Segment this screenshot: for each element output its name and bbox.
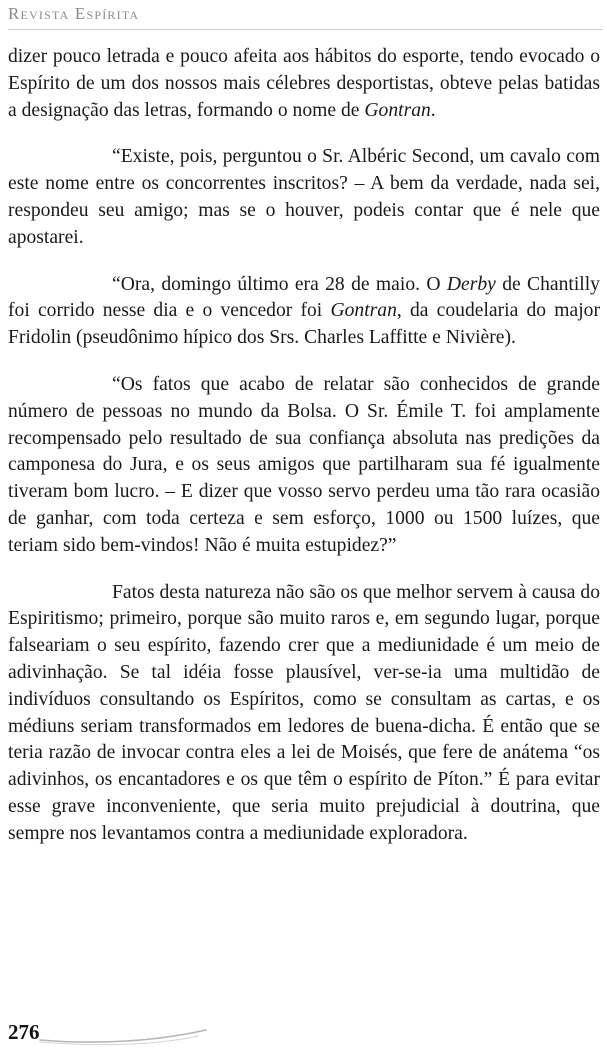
text-segment: “Os fatos que acabo de relatar são conhecidos de grande número de pessoas no mundo da Bolsa. O Sr. Émile T. foi amplamente recompensado pelo resultado de sua confiança absoluta nas predições da camponesa do Jura, e os seus amigos que partilharam sua fé igualmente tiveram bom lucro. – E dizer que vosso servo perdeu uma tão rara ocasião de ganhar, com toda certeza e sem esforço, 1000 ou 1500 luízes, que teriam sido bem-vindos! Não é muita estupidez?” — [8, 373, 600, 556]
header-rule — [8, 29, 603, 30]
running-header: Revista Espírita — [8, 4, 140, 23]
text-segment: dizer pouco letrada e pouco afeita aos hábitos do esporte, tendo evocado o Espírito de um dos nossos mais célebres desportistas, obteve pelas batidas a designação das letras, formando o nome de — [8, 46, 600, 121]
paragraph — [8, 144, 600, 251]
text-segment: . — [430, 99, 436, 121]
body-text — [8, 44, 600, 868]
text-segment: de Chantilly foi corrido nesse dia e o vencedor foi — [8, 273, 600, 322]
paragraph — [8, 44, 600, 124]
italic-text: Gontran — [364, 99, 431, 121]
page-ornament-swoosh — [38, 1024, 213, 1046]
paragraph — [8, 372, 600, 560]
text-segment: , da coudelaria do major Fridolin (pseudônimo hípico dos Srs. Charles Laffitte e Nivière). — [8, 300, 600, 349]
italic-text: Gontran — [330, 300, 397, 322]
text-segment: Fatos desta natureza não são os que melhor servem à causa do Espiritismo; primeiro, porque são muito raros e, em segundo lugar, porque falseariam o seu espírito, fazendo crer que a mediunidade é um meio de adivinhação. Se tal idéia fosse plausível, ver-se-ia uma multidão de indivíduos consultando os Espíritos, como se consultam as cartas, e os médiuns seriam transformados em ledores de buena-dicha. É então que se teria razão de invocar contra eles a lei de Moisés, que fere de anátema “os adivinhos, os encantadores e os que têm o espírito de Píton.” É para evitar esse grave inconveniente, que seria muito prejudicial à doutrina, que sempre nos levantamos contra a mediunidade exploradora. — [8, 581, 600, 844]
text-segment: “Existe, pois, perguntou o Sr. Albéric Second, um cavalo com este nome entre os concorrentes inscritos? – A bem da verdade, nada sei, respondeu seu amigo; mas se o houver, podeis contar que é nele que apostarei. — [8, 146, 600, 248]
paragraph — [8, 580, 600, 848]
paragraph — [8, 272, 600, 352]
italic-text: Derby — [446, 273, 496, 295]
page-number: 276 — [8, 1020, 40, 1044]
text-segment: “Ora, domingo último era 28 de maio. O — [112, 273, 447, 295]
